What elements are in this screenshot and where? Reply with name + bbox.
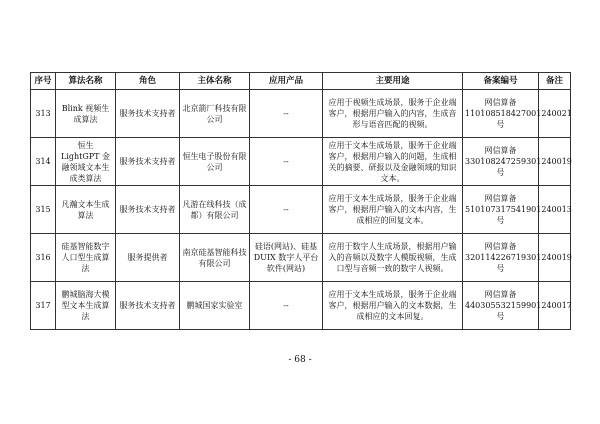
cell-algorithm-name: Blink 视频生成算法 [56,90,116,138]
cell-entity-name: 北京箭厂科技有限公司 [180,90,250,138]
cell-filing-number: 网信算备 110108518427001240021 号 [463,90,539,138]
cell-application-product: 硅语(网站)、硅基 DUIX 数字人平台软件(网站) [250,234,323,282]
cell-main-use: 应用于文本生成场景，服务于企业端客户，根据用户输入的问题，生成相关的摘要、研报以及金融领域的知识文本。 [323,138,463,186]
table-row [31,90,571,138]
cell-serial-no: 316 [31,234,56,282]
cell-algorithm-name: 硅基智能数字人口型生成算法 [56,234,116,282]
cell-main-use: 应用于文本生成场景，服务于企业端客户，根据用户输入的文本内容，生成相应的回复文本。 [323,186,463,234]
cell-algorithm-name: 凡瀚文本生成算法 [56,186,116,234]
cell-entity-name: 恒生电子股份有限公司 [180,138,250,186]
cell-role: 服务技术支持者 [116,282,180,330]
cell-role: 服务技术支持者 [116,138,180,186]
header-application-product: 应用产品 [250,73,323,90]
header-serial-no: 序号 [31,73,56,90]
cell-serial-no: 313 [31,90,56,138]
cell-serial-no: 314 [31,138,56,186]
header-remark: 备注 [539,73,571,90]
cell-filing-number: 网信算备 330108247259301240019 号 [463,138,539,186]
cell-main-use: 应用于视频生成场景，服务于企业端客户，根据用户输入的内容，生成音形与语音匹配的视频。 [323,90,463,138]
cell-main-use: 应用于数字人生成场景，根据用户输入的音频以及数字人模版视频，生成口型与音频一致的数字人视频。 [323,234,463,282]
table-header-row [31,73,571,90]
table-row [31,186,571,234]
header-algorithm-name: 算法名称 [56,73,116,90]
cell-algorithm-name: 恒生 LightGPT 金融领域文本生成类算法 [56,138,116,186]
header-main-use: 主要用途 [323,73,463,90]
cell-serial-no: 317 [31,282,56,330]
cell-application-product: -- [250,90,323,138]
header-filing-number: 备案编号 [463,73,539,90]
cell-application-product: -- [250,138,323,186]
cell-filing-number: 网信算备 440305532159901240017 号 [463,282,539,330]
page-number: - 68 - [288,355,312,365]
table-row [31,234,571,282]
cell-filing-number: 网信算备 510107317541901240013 号 [463,186,539,234]
cell-entity-name: 凡游在线科技（成都）有限公司 [180,186,250,234]
cell-role: 服务技术支持者 [116,186,180,234]
cell-main-use: 应用于文本生成场景，服务于企业端客户，根据用户输入的文本数据，生成相应的文本回复。 [323,282,463,330]
cell-algorithm-name: 鹏城脑海大模型文本生成算法 [56,282,116,330]
cell-role: 服务技术支持者 [116,90,180,138]
table-row [31,138,571,186]
cell-entity-name: 南京硅基智能科技有限公司 [180,234,250,282]
cell-serial-no: 315 [31,186,56,234]
cell-application-product: -- [250,282,323,330]
cell-role: 服务提供者 [116,234,180,282]
cell-filing-number: 网信算备 320114226719301240019 号 [463,234,539,282]
table-row [31,282,571,330]
header-role: 角色 [116,73,180,90]
algorithm-filing-table [30,72,571,330]
cell-application-product: -- [250,186,323,234]
cell-entity-name: 鹏城国家实验室 [180,282,250,330]
header-entity-name: 主体名称 [180,73,250,90]
